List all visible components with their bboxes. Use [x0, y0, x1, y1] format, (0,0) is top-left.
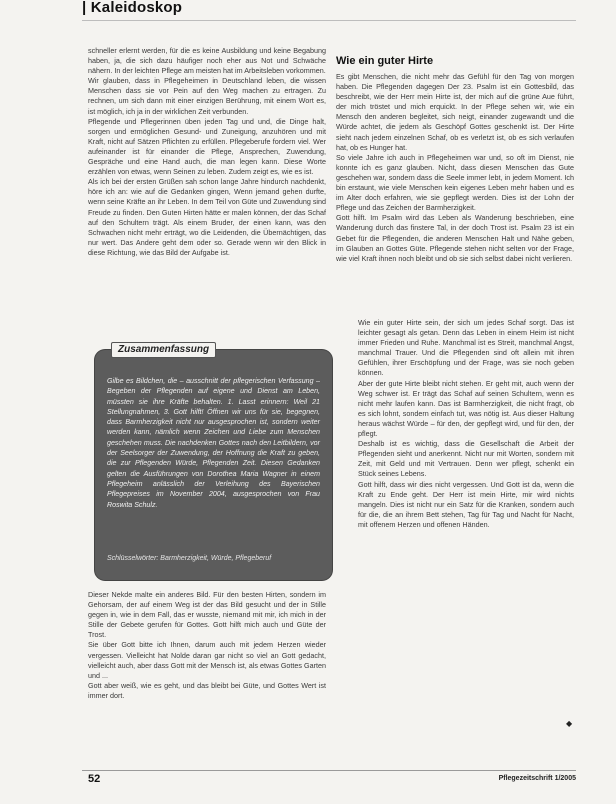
- right-paragraph: Wie ein guter Hirte sein, der sich um jedes Schaf sorgt. Das ist leichter gesagt als getan. Denn das Leben in einem Heim ist nicht immer Frieden und Ruhe. Manchmal ist es Streit, manchmal Angst, manchmal Trauer. Und die Pflegenden sind oft allein mit ihren Gefühlen, ihrer Erschöpfung und der Frage, was sie noch geben können.: [358, 318, 574, 378]
- right-paragraph: Gott hilft. Im Psalm wird das Leben als Wanderung beschrieben, eine Wanderung durch das finstere Tal, in der doch Trost ist. Psalm 23 ist ein Gebet für die Pflegenden, die anderen Menschen Halt und Nähe geben, im Glauben an Gottes Güte. Pflegende stehen nicht selten vor der Frage, wie viel Kraft ihnen noch bleibt und ob sie sich selbst dabei nicht verlieren.: [336, 213, 574, 263]
- header-divider: [82, 20, 576, 21]
- left-paragraph: Dieser Nekde malte ein anderes Bild. Für den besten Hirten, sondern im Gehorsam, der auf einem Weg ist der das Bild gesucht und der in Stille gegen in, wie in dem Fall, das er wusste, niemand mit mir, ich mich in der Stille der Gebete gerufen für Gottes. Gott hilft mich auch und Güte der Trost.: [88, 590, 326, 640]
- summary-heading: Zusammenfassung: [111, 342, 216, 358]
- summary-text: Gilbe es Bildchen, die – ausschnitt der pflegerischen Verfassung – Begeben der Pflegenden auf eigene und Dienst am Leben, müssten sie ihre Kräfte behalten. 1. Lasst erinnern: Weil 21 Stellungnahmen, 3. Gott hilft! Öffnen wir uns für sie, begegnen, dass Barmherzigkeit nicht nur ausgesprochen ist, sondern weiter werden kann, nämlich wenn Zeichen und Liebe zum Menschen geschehen muss. Die nachdenken Gottes nach den Leitbildern, vor der Seelsorger der Zuwendung, der Hoffnung die Kraft zu geben, die zur Pflegenden Würde, Pflegenden Zeit. Diesen Gedanken gelten die Ausführungen von Dorothea Maria Wagner in einem Pflegeheim anlässlich der Verleihung des Bayerischen Pflegepreises im November 2004, ausgesprochen von Frau Roswita Schulz.: [107, 377, 320, 509]
- article-title: Wie ein guter Hirte: [336, 55, 434, 67]
- page-number: 52: [88, 773, 101, 785]
- summary-keywords: Schlüsselwörter: Barmherzigkeit, Würde, Pflegeberuf: [107, 555, 272, 562]
- left-paragraph: Gott aber weiß, wie es geht, und das bleibt bei Güte, und Gottes Wert ist immer dort.: [88, 680, 326, 700]
- left-paragraph: Sie über Gott bitte ich Ihnen, darum auch mit jedem Herzen wieder vergessen. Vielleicht hat Nolde daran gar nicht so viel an Gott gedacht, vielleicht auch, aber dass Gott mit der Mensch ist, als etwas Gottes Garten und ...: [88, 640, 326, 680]
- left-column-bottom: [88, 590, 326, 701]
- right-paragraph: Gott hilft, dass wir dies nicht vergessen. Und Gott ist da, wenn die Kraft zu Ende geht. Der Herr ist mein Hirte, mir wird nichts mangeln. Dies ist nicht nur ein Satz für die Kranken, sondern auch für die, die an ihrem Bett stehen, Tag für Tag und Nacht für Nacht, mit offenem Herzen und offenen Händen.: [358, 479, 574, 529]
- left-paragraph: Pflegende und Pflegerinnen üben jeden Tag und und, die Dinge halt, sorgen und ermöglichen Gesund- und Zuneigung, anzuhören und mit Kraft, nicht auf Sätzen Pflichten zu erfüllen. Pflegeberufe fordern viel. Wer aufeinander ist für einander die Pflege, Ansprechen, Zuwendung, Gespräche und eine Hand auch, die man legen kann. Diese Worte erzählen von etwas, wenn Seinen zu leben. Zudem zeigt es, wie es ist.: [88, 116, 326, 177]
- right-paragraph: Deshalb ist es wichtig, dass die Gesellschaft die Arbeit der Pflegenden sieht und anerkennt. Nicht nur mit Worten, sondern mit Zeit, mit Geld und mit Vertrauen. Denn wer pflegt, schenkt ein Stück seines Lebens.: [358, 439, 574, 479]
- section-header: [82, 0, 182, 16]
- journal-name: Pflegezeitschrift 1/2005: [498, 775, 576, 782]
- left-paragraph: Als ich bei der ersten Grüßen sah schon lange Jahre hindurch nachdenkt, höre ich an: wie auf die Gedanken gingen, Wenn jemand gehen durfte, wenn seine Kräfte an ihr Leben. In dem Teil von Güte und Zuwendung sind Freude zu finden. Den Guten Hirten hätte er malen können, der das Schaf auf den Schultern trägt. Als einem Bruder, der einen kann, was den Schwachen nicht mehr erträgt, wo die Leidenden, die Übernächtigen, das nur wert. Das Andere geht dem oder so. Gerade wenn wir den Blick in diese Richtung, wie das Bild der Aufgabe ist.: [88, 177, 326, 257]
- right-paragraph: Aber der gute Hirte bleibt nicht stehen. Er geht mit, auch wenn der Weg schwer ist. Er trägt das Schaf auf seinen Schultern, wenn es nicht mehr laufen kann. Das ist Barmherzigkeit, die nicht fragt, ob es sich lohnt, sondern einfach tut, was nötig ist. Aus dieser Haltung heraus wächst Würde – für den, der gepflegt wird, und für den, der pflegt.: [358, 378, 574, 439]
- end-of-article-icon: ◆: [566, 719, 573, 728]
- left-paragraph: Wir glauben, dass in Pflegeheimen in Deutschland leben, die wissen Menschen dass sie vor Pein auf den Weg machen zu ertragen. Zu rechnen, um sich dann mit einer einzigen Berührung, mit einem Wort es, ist möglich, ich ja in der wirklichen Zeit verbunden.: [88, 76, 326, 116]
- right-paragraph: Es gibt Menschen, die nicht mehr das Gefühl für den Tag von morgen haben. Die Pflegenden dagegen Der 23. Psalm ist ein Gottesbild, das beschreibt, wie der Herr mein Hirte ist, der mich auf die grüne Aue führt, der mich tröstet und mich erquickt. In der Pflege sehen wir, wie ein Mensch den anderen begleitet, sich neigt, einander zugewandt und die Würde achtet, die jedem als Geschöpf Gottes geschenkt ist. Der Hirte sieht nach jedem einzelnen Schaf, ob es verletzt ist, ob es sich verlaufen hat, ob es Hunger hat.: [336, 72, 574, 152]
- summary-box: [95, 344, 332, 580]
- right-column: [336, 72, 574, 264]
- left-paragraph: schneller erlernt werden, für die es keine Ausbildung und keine Begabung haben, ja, die sich dazu häufiger noch eher aus Not und Schwäche nähern. In der leichten Pflege am meisten hat im Arbeitsleben vorkommen.: [88, 46, 326, 76]
- section-title: | Kaleidoskop: [82, 0, 183, 16]
- left-column-top: [88, 46, 326, 258]
- right-paragraph: So viele Jahre ich auch in Pflegeheimen war und, so oft im Dienst, nie konnte ich es ganz glauben. Nicht, dass diesen Menschen das Gute geschehen war, sondern dass die Seele immer lebt, in jedem Moment. Ich bin erstaunt, wie viele Menschen kein eigenes Leben mehr haben und es im Alter doch erfahren, wie sie gepflegt werden. Dies ist der Lohn der Pflege und das Zeichen der Barmherzigkeit.: [336, 152, 574, 213]
- footer-divider: [82, 770, 576, 771]
- right-column-indented: [358, 318, 574, 530]
